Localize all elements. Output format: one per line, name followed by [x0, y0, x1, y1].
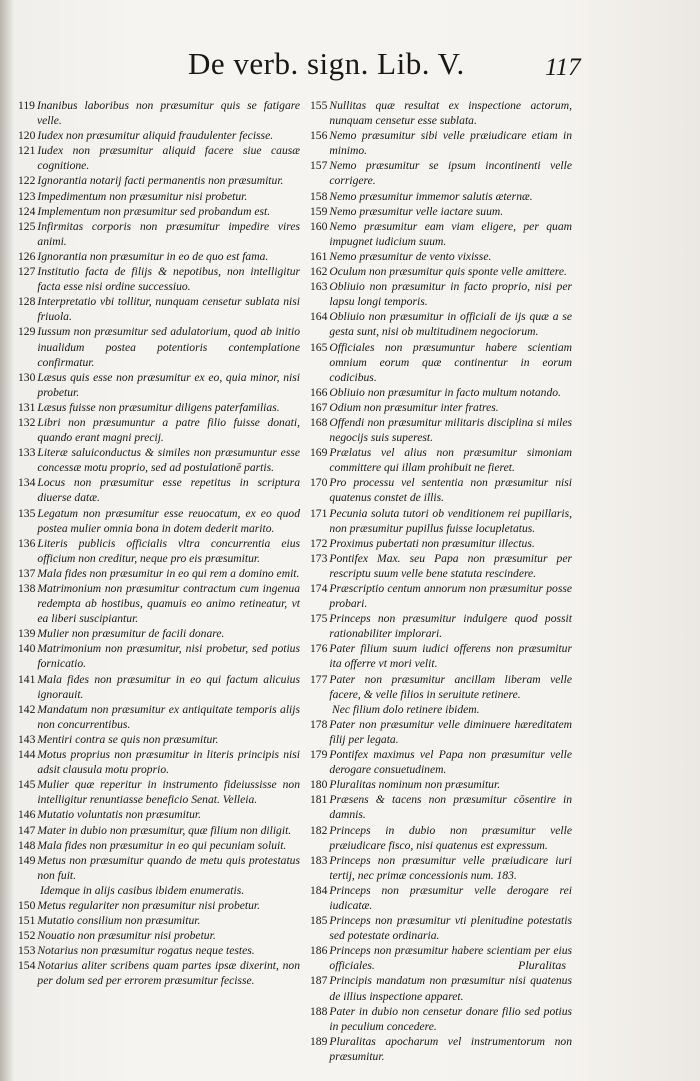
entry-number: 173 [310, 551, 328, 565]
entry-text: Prælatus vel alius non præsumitur simoniam committere qui illam prohibuit ne fieret. [329, 446, 572, 475]
entry-number: 180 [310, 778, 328, 792]
entry-number: 137 [18, 566, 36, 580]
entry [18, 98, 300, 128]
entry-text: Idemque in alijs casibus ibidem enumeratis. [40, 883, 245, 897]
entry-number: 151 [18, 914, 36, 928]
entry-text: Nemo præsumitur velle iactare suum. [329, 204, 504, 218]
page-header [0, 46, 700, 86]
entry-number: 139 [18, 627, 36, 641]
entry-number: 184 [310, 883, 328, 897]
entry [310, 98, 572, 128]
entry-number: 128 [18, 295, 36, 309]
entry-text: Nemo præsumitur de vento vixisse. [329, 249, 492, 263]
entry-number: 179 [310, 748, 328, 762]
entry-number: 183 [310, 853, 328, 867]
entry [18, 294, 300, 324]
entry-number: 185 [310, 914, 328, 928]
catchword: Pluralitas [518, 958, 567, 972]
entry-text: Pluralitas nominum non præsumitur. [329, 778, 501, 792]
entry-number: 136 [18, 536, 36, 550]
entry [310, 506, 572, 536]
entry-number: 149 [18, 853, 36, 867]
entry-text: Notarius aliter scribens quam partes ipsæ dixerint, non per dolum sed per errorem præsumitur fecisse. [37, 959, 300, 988]
entry-text: Matrimonium non præsumitur, nisi probetur, sed potius fornicatio. [37, 642, 300, 671]
entry-number: 158 [310, 189, 328, 203]
entry-text: Motus proprius non præsumitur in literis principis nisi adsit clausula motu proprio. [37, 748, 300, 777]
entry-number: 143 [18, 732, 36, 746]
entry-text: Impedimentum non præsumitur nisi probetur. [37, 189, 248, 203]
entry-number: 120 [18, 129, 36, 143]
entry-text: Mala fides non præsumitur in eo qui factum alicuius ignorauit. [37, 672, 300, 701]
entry-text: Mutatio consilium non præsumitur. [37, 914, 201, 928]
entry-number: 171 [310, 506, 328, 520]
entry [310, 309, 572, 339]
entry-text: Nemo præsumitur se ipsum incontinenti velle corrigere. [329, 159, 572, 188]
entry-number: 189 [310, 1034, 328, 1048]
entry-number: 130 [18, 370, 36, 384]
entry-number: 127 [18, 265, 36, 279]
entry [310, 913, 572, 943]
entry [18, 807, 300, 822]
entry [310, 973, 572, 1003]
entry [310, 189, 572, 204]
entry-text: Nullitas quæ resultat ex inspectione actorum, nunquam censetur esse sublata. [329, 99, 572, 128]
entry-number: 123 [18, 189, 36, 203]
entry [310, 536, 572, 551]
entry [310, 792, 572, 822]
entry-number: 161 [310, 249, 328, 263]
entry-text: Nouatio non præsumitur nisi probetur. [37, 929, 216, 943]
entry [310, 1034, 572, 1064]
entry-text: Nemo præsumitur immemor salutis æternæ. [329, 189, 533, 203]
entry-text: Infirmitas corporis non præsumitur impedire vires animi. [37, 219, 300, 248]
entry-text: Literæ saluiconductus & similes non præsumuntur esse concessæ motu proprio, sed ad postulationē partis. [37, 446, 300, 475]
entry-number: 131 [18, 400, 36, 414]
entry [18, 913, 300, 928]
entry-text: Princeps non præsumitur velle præiudicare iuri tertij, nec primæ concessionis num. 183. [329, 853, 572, 882]
entry-text: Oculum non præsumitur quis sponte velle amittere. [329, 265, 567, 279]
entry-text: Implementum non præsumitur sed probandum est. [37, 204, 271, 218]
entry [18, 823, 300, 838]
entry [310, 158, 572, 188]
entry [310, 204, 572, 219]
entry-text: Institutio facta de filijs & nepotibus, non intelligitur facta esse nisi ordine successiuo. [37, 265, 300, 294]
entry-text: Offendi non præsumitur militaris disciplina si miles negocijs suis superest. [329, 415, 572, 445]
entry-number: 169 [310, 446, 328, 460]
entry [18, 324, 300, 369]
entry [18, 264, 300, 294]
entry [310, 853, 572, 883]
entry-text: Proximus pubertati non præsumitur illectus. [329, 536, 535, 550]
entry-number: 133 [18, 446, 36, 460]
entry-number: 165 [310, 340, 328, 354]
entry [18, 641, 300, 671]
entry-text: Principis mandatum non præsumitur nisi quatenus de illius inspectione apparet. [329, 974, 572, 1003]
entry [18, 838, 300, 853]
entry [18, 370, 300, 400]
left-column [18, 98, 300, 989]
entry-text: Mala fides non præsumitur in eo qui rem a domino emit. [37, 566, 300, 580]
entry [310, 279, 572, 309]
entry [310, 219, 572, 249]
entry-number: 187 [310, 974, 328, 988]
entry-number: 141 [18, 672, 36, 686]
entry-text: Pater non præsumitur velle diminuere hæreditatem filij per legata. [329, 717, 572, 746]
entry-text: Præsens & tacens non præsumitur cōsentire in damnis. [329, 793, 572, 822]
entry [18, 189, 300, 204]
entry-text: Pontifex Max. seu Papa non præsumitur per rescriptu suum velle bene statuta rescindere. [329, 551, 572, 580]
entry [310, 264, 572, 279]
entry [310, 641, 572, 671]
entry-number: 178 [310, 717, 328, 731]
entry-text: Mandatum non præsumitur ex antiquitate temporis alijs non concurrentibus. [37, 702, 300, 731]
entry-number: 155 [310, 99, 328, 112]
running-head: De verb. sign. Lib. V. [188, 46, 465, 81]
entry [310, 475, 572, 505]
entry-text: Pro processu vel sententia non præsumitur nisi quatenus constet de illis. [329, 476, 572, 505]
entry [310, 551, 572, 581]
entry-number: 148 [18, 838, 36, 852]
entry [18, 506, 300, 536]
entry-text: Inanibus laboribus non præsumitur quis se fatigare velle. [36, 99, 300, 128]
entry-text: Ignorantia notarij facti permanentis non præsumitur. [37, 174, 284, 188]
entry [18, 732, 300, 747]
entry-text: Pater in dubio non censetur donare filio sed potius in peculium concedere. [329, 1004, 572, 1033]
entry-text: Notarius non præsumitur rogatus neque testes. [37, 944, 255, 958]
entry [18, 943, 300, 958]
entry-text: Iudex non præsumitur aliquid facere siue causæ cognitione. [37, 144, 300, 173]
entry [18, 883, 300, 898]
entry-number: 125 [18, 219, 36, 233]
entry-number: 172 [310, 536, 328, 550]
entry-number: 150 [18, 898, 36, 912]
entry-number: 154 [18, 959, 36, 973]
entry-text: Læsus fuisse non præsumitur diligens paterfamilias. [37, 400, 280, 414]
entry-number: 157 [310, 159, 328, 173]
entry-text: Princeps non præsumitur indulgere quod possit rationabiliter implorari. [329, 612, 572, 641]
entry-text: Matrimonium non præsumitur contractum cum ingenua redempta ab hostibus, quamuis eo animo retineatur, vt ea liberi suscipiantur. [37, 582, 300, 626]
entry-text: Princeps non præsumitur vti plenitudine potestatis sed potestate ordinaria. [329, 914, 572, 943]
entry-number: 186 [310, 944, 328, 958]
entry [310, 702, 572, 717]
entry-number: 175 [310, 612, 328, 626]
entry [18, 672, 300, 702]
entry [18, 128, 300, 143]
entry [18, 475, 300, 505]
entry [310, 385, 572, 400]
entry-number: 163 [310, 280, 328, 294]
entry [18, 204, 300, 219]
entry-text: Locus non præsumitur esse repetitus in scriptura diuerse datæ. [37, 476, 300, 505]
entry [18, 536, 300, 566]
entry-number: 135 [18, 506, 36, 520]
entry-text: Mutatio voluntatis non præsumitur. [37, 808, 202, 822]
entry-number: 140 [18, 642, 36, 656]
entry [18, 400, 300, 415]
entry [310, 415, 572, 445]
entry-number: 168 [310, 415, 328, 429]
entry [310, 611, 572, 641]
entry-text: Princeps non præsumitur velle derogare rei iudicatæ. [329, 883, 572, 912]
entry [18, 249, 300, 264]
entry-number: 126 [18, 249, 36, 263]
entry-text: Odium non præsumitur inter fratres. [329, 400, 499, 414]
entry-text: Mala fides non præsumitur in eo qui pecuniam soluit. [37, 838, 287, 852]
entry [310, 128, 572, 158]
entry-number: 124 [18, 204, 36, 218]
entry-number: 134 [18, 476, 36, 490]
entry-text: Literis publicis officialis vltra concurrentia eius officium non creditur, neque pro eis præsumitur. [37, 536, 300, 565]
entry-number: 138 [18, 582, 36, 595]
entry-number: 166 [310, 385, 328, 399]
entry [18, 747, 300, 777]
entry-number: 159 [310, 204, 328, 218]
entry-text: Ignorantia non præsumitur in eo de quo est fama. [37, 249, 269, 263]
entry-number: 176 [310, 642, 328, 656]
entry [18, 928, 300, 943]
entry [18, 626, 300, 641]
entry [18, 898, 300, 913]
entry-number: 147 [18, 823, 36, 837]
entry-text: Mentiri contra se quis non præsumitur. [37, 732, 219, 746]
entry-number: 152 [18, 929, 36, 943]
entry-text: Læsus quis esse non præsumitur ex eo, quia minor, nisi probetur. [37, 370, 300, 399]
entry [310, 1004, 572, 1034]
entry-number: 174 [310, 582, 328, 595]
entry [18, 143, 300, 173]
entry [310, 777, 572, 792]
right-column [310, 98, 572, 1064]
entry-number: 156 [310, 129, 328, 143]
entry-number: 145 [18, 778, 36, 792]
entry-text: Libri non præsumuntur a patre filio fuisse donati, quando erant magni precij. [37, 415, 300, 445]
entry-text: Pontifex maximus vel Papa non præsumitur velle derogare consuetudinem. [329, 748, 572, 777]
entry-text: Princeps in dubio non præsumitur velle præiudicare fisco, nisi quatenus est expressum. [329, 823, 572, 852]
entry-text: Præscriptio centum annorum non præsumitur posse probari. [329, 582, 572, 611]
entry [18, 173, 300, 188]
entry-text: Iudex non præsumitur aliquid fraudulenter fecisse. [37, 129, 274, 143]
entry-text: Pecunia soluta tutori ob venditionem rei pupillaris, non præsumitur pupillus fuisse locupletatus. [329, 506, 572, 535]
entry [18, 445, 300, 475]
entry [310, 340, 572, 385]
entry [310, 747, 572, 777]
entry [310, 249, 572, 264]
entry-text: Pater filium suum iudici offerens non præsumitur ita offerre vt mori velit. [329, 642, 572, 671]
entry-text: Obliuio non præsumitur in facto proprio, nisi per lapsu longi temporis. [329, 280, 572, 309]
entry-number: 170 [310, 476, 328, 490]
entry [18, 219, 300, 249]
entry-text: Mulier quæ reperitur in instrumento fideiussisse non intelligitur renuntiasse beneficio Senat. Velleia. [37, 778, 300, 807]
entry [18, 777, 300, 807]
entry [310, 445, 572, 475]
entry-number: 121 [18, 144, 36, 158]
entry-number: 119 [18, 99, 35, 112]
binding-shadow [0, 0, 14, 1081]
entry-text: Obliuio non præsumitur in facto multum notando. [329, 385, 561, 399]
entry-number: 144 [18, 748, 36, 762]
entry-text: Iussum non præsumitur sed adulatorium, quod ab initio inualidum postea potentioris contemplatione confirmatur. [37, 325, 300, 369]
entry-number: 160 [310, 219, 328, 233]
entry-text: Princeps non præsumitur habere scientiam per eius officiales. [329, 944, 572, 973]
entry-text: Metus non præsumitur quando de metu quis protestatus non fuit. [37, 853, 300, 882]
entry-text: Mulier non præsumitur de facili donare. [37, 627, 225, 641]
entry [310, 400, 572, 415]
entry-number: 132 [18, 415, 36, 429]
entry-text: Interpretatio vbi tollitur, nunquam censetur sublata nisi friuola. [37, 295, 300, 324]
entry-text: Legatum non præsumitur esse reuocatum, ex eo quod postea mulier omnia bona in dotem dederit marito. [37, 506, 300, 535]
entry-text: Mater in dubio non præsumitur, quæ filium non diligit. [37, 823, 292, 837]
entry-number: 153 [18, 944, 36, 958]
entry-text: Nemo præsumitur eam viam eligere, per quam impugnet iudicium suum. [329, 219, 572, 248]
entry [310, 823, 572, 853]
entry [310, 672, 572, 702]
entry [18, 566, 300, 581]
entry [310, 883, 572, 913]
entry-number: 146 [18, 808, 36, 822]
entry-number: 164 [310, 310, 328, 324]
entry [18, 702, 300, 732]
entry-number: 122 [18, 174, 36, 188]
entry-text: Officiales non præsumuntur habere scientiam omnium eorum quæ continentur in eorum codicibus. [329, 340, 572, 384]
entry-text: Pater non præsumitur ancillam liberam velle facere, & velle filios in seruitute retinere. [329, 672, 572, 701]
entry [18, 853, 300, 883]
entry-text: Pluralitas apocharum vel instrumentorum non præsumitur. [329, 1034, 572, 1063]
entry [18, 958, 300, 988]
entry [18, 415, 300, 445]
entry-number: 129 [18, 325, 36, 339]
entry-number: 188 [310, 1004, 328, 1018]
entry [310, 581, 572, 611]
entry-number: 162 [310, 265, 328, 279]
entry-text: Obliuio non præsumitur in officiali de ijs quæ a se gesta sunt, nisi ob multitudinem negociorum. [329, 310, 572, 339]
entry-number: 142 [18, 702, 36, 716]
entry-number: 177 [310, 672, 328, 686]
entry-text: Metus regulariter non præsumitur nisi probetur. [37, 898, 261, 912]
entry-text: Nec filium dolo retinere ibidem. [332, 702, 480, 716]
entry-number: 182 [310, 823, 328, 837]
page-number: 117 [545, 54, 581, 81]
entry [18, 581, 300, 626]
entry-number: 181 [310, 793, 328, 807]
entry-text: Nemo præsumitur sibi velle præiudicare etiam in minimo. [329, 129, 572, 158]
entry-number: 167 [310, 400, 328, 414]
entry [310, 717, 572, 747]
